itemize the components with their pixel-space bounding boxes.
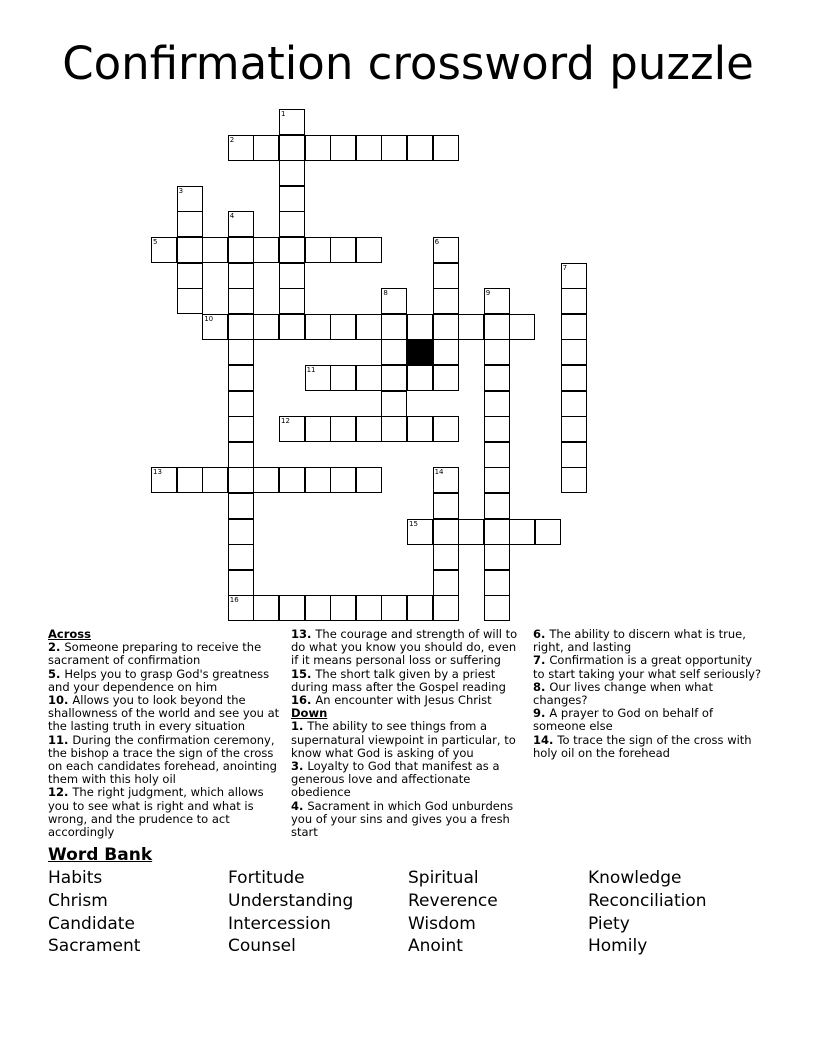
crossword-cell[interactable]	[228, 416, 254, 442]
crossword-cell[interactable]	[279, 467, 305, 493]
crossword-clue-number: 11	[306, 366, 316, 374]
crossword-cell[interactable]	[484, 391, 510, 417]
word-bank-word: Homily	[588, 936, 648, 957]
crossword-cell[interactable]	[407, 595, 433, 621]
crossword-cell[interactable]	[279, 186, 305, 212]
crossword-cell[interactable]	[228, 365, 254, 391]
crossword-black-cell	[407, 339, 433, 365]
crossword-cell[interactable]	[279, 135, 305, 161]
crossword-cell[interactable]	[407, 135, 433, 161]
across-clue: 11. During the confirmation ceremony, the bishop a trace the sign of the cross on each candidates forehead, anointing them with this holy oil	[48, 732, 277, 787]
crossword-clue-number: 2	[229, 135, 235, 144]
crossword-cell[interactable]	[279, 288, 305, 314]
crossword-cell[interactable]	[561, 442, 587, 468]
crossword-cell[interactable]	[433, 416, 459, 442]
crossword-cell[interactable]	[433, 570, 459, 596]
crossword-cell[interactable]	[253, 595, 279, 621]
crossword-cell[interactable]	[356, 365, 382, 391]
crossword-cell[interactable]	[433, 135, 459, 161]
crossword-cell[interactable]	[484, 339, 510, 365]
crossword-cell[interactable]	[253, 135, 279, 161]
crossword-cell[interactable]	[177, 467, 203, 493]
crossword-cell[interactable]	[305, 595, 331, 621]
crossword-cell[interactable]	[330, 237, 356, 263]
crossword-cell[interactable]	[356, 416, 382, 442]
crossword-cell[interactable]	[228, 391, 254, 417]
clues-column-2	[291, 628, 527, 839]
crossword-clue-number: 13	[153, 468, 162, 477]
crossword-cell[interactable]	[202, 314, 228, 340]
crossword-cell[interactable]	[356, 135, 382, 161]
word-bank-word: Intercession	[228, 913, 331, 934]
crossword-cell[interactable]	[407, 365, 433, 391]
crossword-cell[interactable]	[279, 109, 305, 135]
word-bank-word: Fortitude	[228, 868, 305, 888]
crossword-cell[interactable]	[509, 519, 535, 545]
crossword-cell[interactable]	[433, 544, 459, 570]
word-bank-title: Word Bank	[48, 845, 153, 865]
crossword-clue-number: 12	[281, 417, 290, 426]
crossword-cell[interactable]	[561, 365, 587, 391]
crossword-cell[interactable]	[535, 519, 561, 545]
crossword-cell[interactable]	[305, 135, 331, 161]
crossword-cell[interactable]	[228, 263, 254, 289]
crossword-cell[interactable]	[330, 135, 356, 161]
crossword-cell[interactable]	[407, 416, 433, 442]
crossword-cell[interactable]	[177, 186, 203, 212]
crossword-cell[interactable]	[433, 519, 459, 545]
crossword-cell[interactable]	[253, 467, 279, 493]
crossword-cell[interactable]	[279, 211, 305, 237]
word-bank-word: Reconciliation	[588, 890, 707, 911]
crossword-clue-number: 7	[562, 263, 568, 272]
crossword-cell[interactable]	[228, 442, 254, 468]
crossword-cell[interactable]	[330, 416, 356, 442]
across-clue: 15. The short talk given by a priest during mass after the Gospel reading	[291, 666, 506, 694]
crossword-clue-number: 14	[434, 468, 444, 477]
crossword-cell[interactable]	[433, 339, 459, 365]
crossword-cell[interactable]	[253, 314, 279, 340]
crossword-cell[interactable]	[433, 467, 459, 493]
crossword-cell[interactable]	[177, 263, 203, 289]
crossword-cell[interactable]	[484, 519, 510, 545]
down-clue: 7. Confirmation is a great opportunity to start taking your what self seriously?	[533, 653, 762, 681]
crossword-cell[interactable]	[381, 365, 407, 391]
crossword-cell[interactable]	[305, 416, 331, 442]
crossword-cell[interactable]	[330, 314, 356, 340]
crossword-cell[interactable]	[356, 237, 382, 263]
across-clue: 5. Helps you to grasp God's greatness and your dependence on him	[48, 666, 270, 694]
word-bank-word: Sacrament	[48, 936, 141, 957]
crossword-cell[interactable]	[484, 288, 510, 314]
crossword-cell[interactable]	[433, 493, 459, 519]
word-bank-word: Knowledge	[588, 868, 682, 888]
word-bank-word: Habits	[48, 868, 103, 888]
crossword-cell[interactable]	[433, 263, 459, 289]
page-title: Confirmation crossword puzzle	[62, 37, 754, 90]
crossword-cell[interactable]	[356, 314, 382, 340]
crossword-cell[interactable]	[305, 365, 331, 391]
crossword-cell[interactable]	[279, 314, 305, 340]
crossword-cell[interactable]	[330, 365, 356, 391]
crossword-cell[interactable]	[484, 467, 510, 493]
word-bank-word: Piety	[588, 913, 630, 934]
crossword-cell[interactable]	[177, 211, 203, 237]
crossword-cell[interactable]	[484, 493, 510, 519]
crossword-cell[interactable]	[484, 416, 510, 442]
crossword-cell[interactable]	[561, 339, 587, 365]
crossword-cell[interactable]	[330, 467, 356, 493]
crossword-cell[interactable]	[561, 263, 587, 289]
crossword-cell[interactable]	[279, 595, 305, 621]
crossword-cell[interactable]	[407, 314, 433, 340]
crossword-cell[interactable]	[228, 314, 254, 340]
crossword-cell[interactable]	[433, 288, 459, 314]
crossword-cell[interactable]	[484, 544, 510, 570]
crossword-cell[interactable]	[381, 339, 407, 365]
crossword-cell[interactable]	[407, 519, 433, 545]
crossword-cell[interactable]	[356, 595, 382, 621]
down-clue: 3. Loyalty to God that manifest as a generous love and affectionate obedience	[291, 759, 500, 800]
crossword-cell[interactable]	[228, 519, 254, 545]
crossword-cell[interactable]	[381, 391, 407, 417]
crossword-cell[interactable]	[561, 416, 587, 442]
clues-column-3	[533, 628, 763, 760]
crossword-cell[interactable]	[484, 570, 510, 596]
crossword-cell[interactable]	[381, 288, 407, 314]
crossword-cell[interactable]	[330, 595, 356, 621]
down-clue: 1. The ability to see things from a supernatural viewpoint in particular, to know what God is asking of you	[291, 719, 516, 760]
down-clue: 9. A prayer to God on behalf of someone else	[533, 706, 714, 734]
crossword-cell[interactable]	[279, 237, 305, 263]
crossword-cell[interactable]	[484, 314, 510, 340]
word-bank-word: Anoint	[408, 936, 463, 957]
crossword-clue-number: 16	[229, 596, 239, 605]
word-bank-word: Chrism	[48, 890, 108, 911]
crossword-clue-number: 6	[434, 238, 440, 246]
crossword-cell[interactable]	[279, 160, 305, 186]
crossword-clue-number: 4	[229, 212, 235, 221]
crossword-clue-number: 8	[383, 289, 388, 298]
crossword-cell[interactable]	[177, 288, 203, 314]
across-clue: 13. The courage and strength of will to do what you know you should do, even if it means personal loss or suffering	[291, 627, 518, 668]
crossword-cell[interactable]	[484, 365, 510, 391]
crossword-cell[interactable]	[151, 467, 177, 493]
crossword-cell[interactable]	[484, 442, 510, 468]
crossword-clue-number: 1	[281, 110, 286, 118]
crossword-cell[interactable]	[228, 544, 254, 570]
word-bank-word: Understanding	[228, 890, 354, 911]
crossword-cell[interactable]	[202, 467, 228, 493]
crossword-cell[interactable]	[177, 237, 203, 263]
across-clue: 16. An encounter with Jesus Christ	[291, 693, 492, 708]
crossword-cell[interactable]	[228, 339, 254, 365]
crossword-cell[interactable]	[433, 595, 459, 621]
crossword-cell[interactable]	[253, 237, 279, 263]
crossword-clue-number: 9	[485, 289, 491, 298]
crossword-cell[interactable]	[228, 595, 254, 621]
crossword-cell[interactable]	[433, 314, 459, 340]
crossword-cell[interactable]	[279, 263, 305, 289]
crossword-cell[interactable]	[279, 416, 305, 442]
crossword-cell[interactable]	[228, 237, 254, 263]
crossword-clue-number: 10	[204, 314, 214, 323]
crossword-cell[interactable]	[561, 391, 587, 417]
word-bank-word: Candidate	[48, 913, 135, 934]
crossword-cell[interactable]	[228, 493, 254, 519]
crossword-cell[interactable]	[305, 314, 331, 340]
crossword-cell[interactable]	[228, 467, 254, 493]
down-header: Down	[291, 706, 328, 721]
crossword-cell[interactable]	[381, 135, 407, 161]
across-clue: 10. Allows you to look beyond the shallowness of the world and see you at the lasting truth in every situation	[48, 693, 280, 734]
down-clue: 14. To trace the sign of the cross with holy oil on the forehead	[533, 732, 752, 760]
crossword-cell[interactable]	[381, 314, 407, 340]
crossword-cell[interactable]	[509, 314, 535, 340]
crossword-cell[interactable]	[305, 237, 331, 263]
crossword-cell[interactable]	[228, 570, 254, 596]
crossword-cell[interactable]	[305, 467, 331, 493]
crossword-cell[interactable]	[228, 288, 254, 314]
crossword-cell[interactable]	[561, 467, 587, 493]
crossword-cell[interactable]	[484, 595, 510, 621]
crossword-cell[interactable]	[458, 519, 484, 545]
word-bank-word: Spiritual	[408, 868, 479, 888]
across-clue: 12. The right judgment, which allows you to see what is right and what is wrong, and the prudence to act accordingly	[48, 785, 264, 840]
crossword-clue-number: 3	[178, 186, 184, 195]
down-clue: 4. Sacrament in which God unburdens you of your sins and gives you a fresh start	[291, 798, 514, 840]
down-clue: 6. The ability to discern what is true, right, and lasting	[533, 627, 746, 655]
crossword-cell[interactable]	[561, 288, 587, 314]
crossword-clue-number: 15	[409, 519, 418, 528]
crossword-cell[interactable]	[433, 365, 459, 391]
word-bank-word: Wisdom	[408, 913, 476, 934]
clues-column-1	[48, 628, 280, 839]
crossword-cell[interactable]	[561, 314, 587, 340]
word-bank-word: Reverence	[408, 890, 498, 911]
crossword-clue-number: 5	[153, 238, 158, 246]
across-clue: 2. Someone preparing to receive the sacrament of confirmation	[48, 640, 262, 668]
crossword-cell[interactable]	[458, 314, 484, 340]
crossword-cell[interactable]	[433, 237, 459, 263]
crossword-cell[interactable]	[381, 595, 407, 621]
crossword-cell[interactable]	[151, 237, 177, 263]
crossword-cell[interactable]	[228, 211, 254, 237]
crossword-cell[interactable]	[381, 416, 407, 442]
across-header: Across	[48, 627, 91, 641]
down-clue: 8. Our lives change when what changes?	[533, 679, 713, 708]
word-bank-word: Counsel	[228, 936, 296, 957]
crossword-cell[interactable]	[356, 467, 382, 493]
crossword-cell[interactable]	[202, 237, 228, 263]
crossword-cell[interactable]	[228, 135, 254, 161]
